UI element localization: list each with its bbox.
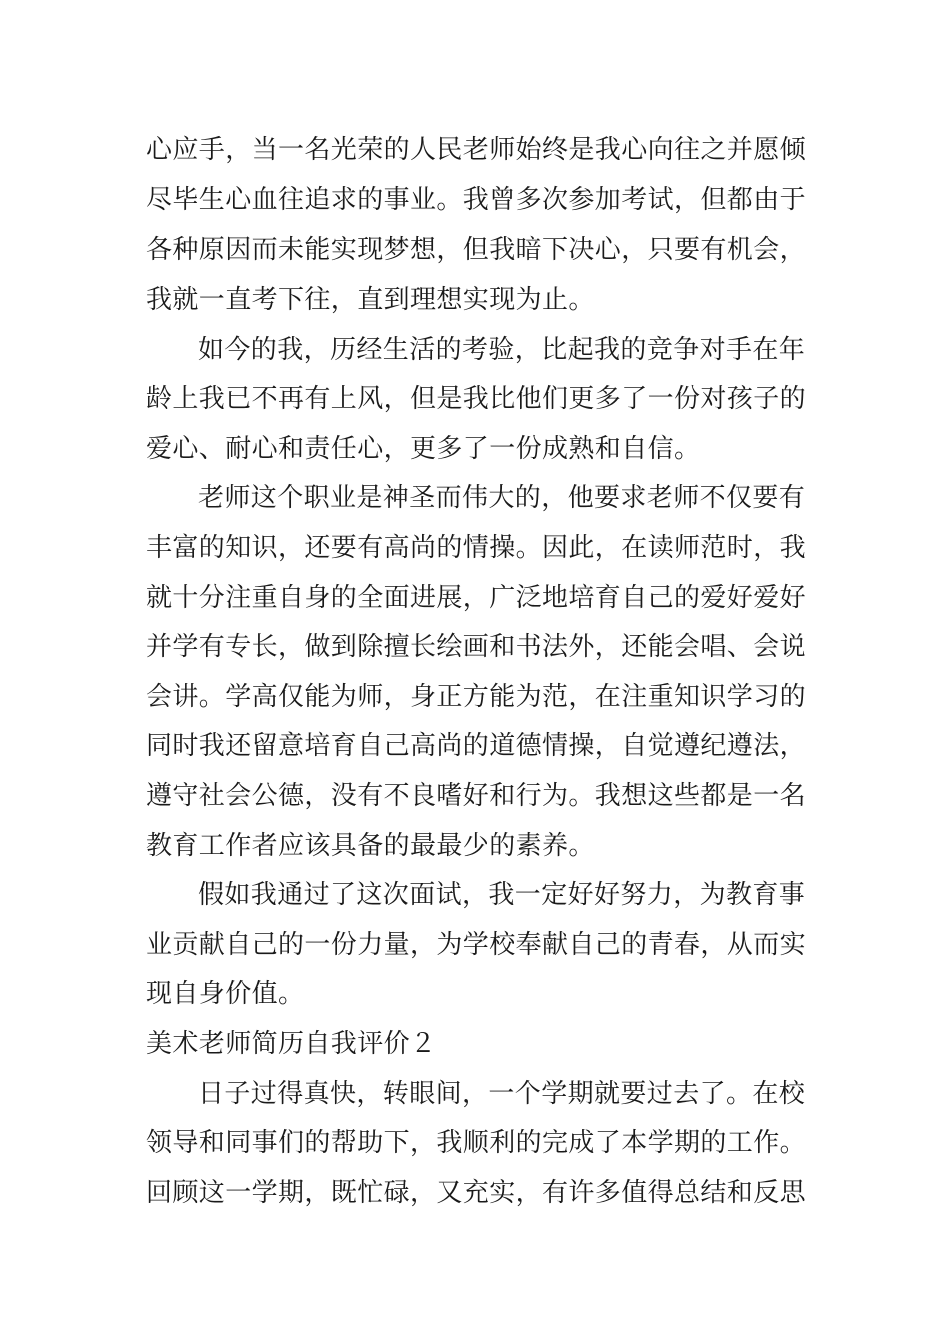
paragraph-first-line: 老师这个职业是神圣而伟大的，他要求老师不仅要有	[198, 483, 806, 513]
text-line: 教育工作者应该具备的最最少的素养。	[146, 831, 595, 861]
text-line: 会讲。学高仅能为师，身正方能为范，在注重知识学习的	[146, 682, 807, 712]
section-heading: 美术老师简历自我评价２	[146, 1029, 437, 1059]
text-line: 同时我还留意培育自己高尚的道德情操，自觉遵纪遵法，	[146, 731, 807, 761]
text-line: 心应手，当一名光荣的人民老师始终是我心向往之并愿倾	[146, 135, 807, 165]
paragraph-first-line: 如今的我，历经生活的考验，比起我的竞争对手在年	[198, 335, 806, 365]
text-line: 就十分注重自身的全面进展，广泛地培育自己的爱好爱好	[146, 583, 807, 613]
text-line: 尽毕生心血往追求的事业。我曾多次参加考试，但都由于	[146, 185, 807, 215]
text-line: 爱心、耐心和责任心，更多了一份成熟和自信。	[146, 434, 701, 464]
text-line: 回顾这一学期，既忙碌，又充实，有许多值得总结和反思	[146, 1178, 807, 1208]
text-line: 现自身价值。	[146, 979, 305, 1009]
text-line: 丰富的知识，还要有高尚的情操。因此，在读师范时，我	[146, 533, 807, 563]
text-line: 龄上我已不再有上风，但是我比他们更多了一份对孩子的	[146, 384, 807, 414]
paragraph-first-line: 日子过得真快，转眼间，一个学期就要过去了。在校	[198, 1079, 806, 1109]
text-line: 并学有专长，做到除擅长绘画和书法外，还能会唱、会说	[146, 632, 807, 662]
text-line: 我就一直考下往，直到理想实现为止。	[146, 285, 595, 315]
text-line: 领导和同事们的帮助下，我顺利的完成了本学期的工作。	[146, 1128, 807, 1158]
text-line: 各种原因而未能实现梦想，但我暗下决心，只要有机会，	[146, 235, 807, 265]
text-line: 遵守社会公德，没有不良嗜好和行为。我想这些都是一名	[146, 781, 807, 811]
text-line: 业贡献自己的一份力量，为学校奉献自己的青春，从而实	[146, 930, 807, 960]
paragraph-first-line: 假如我通过了这次面试，我一定好好努力，为教育事	[198, 880, 806, 910]
